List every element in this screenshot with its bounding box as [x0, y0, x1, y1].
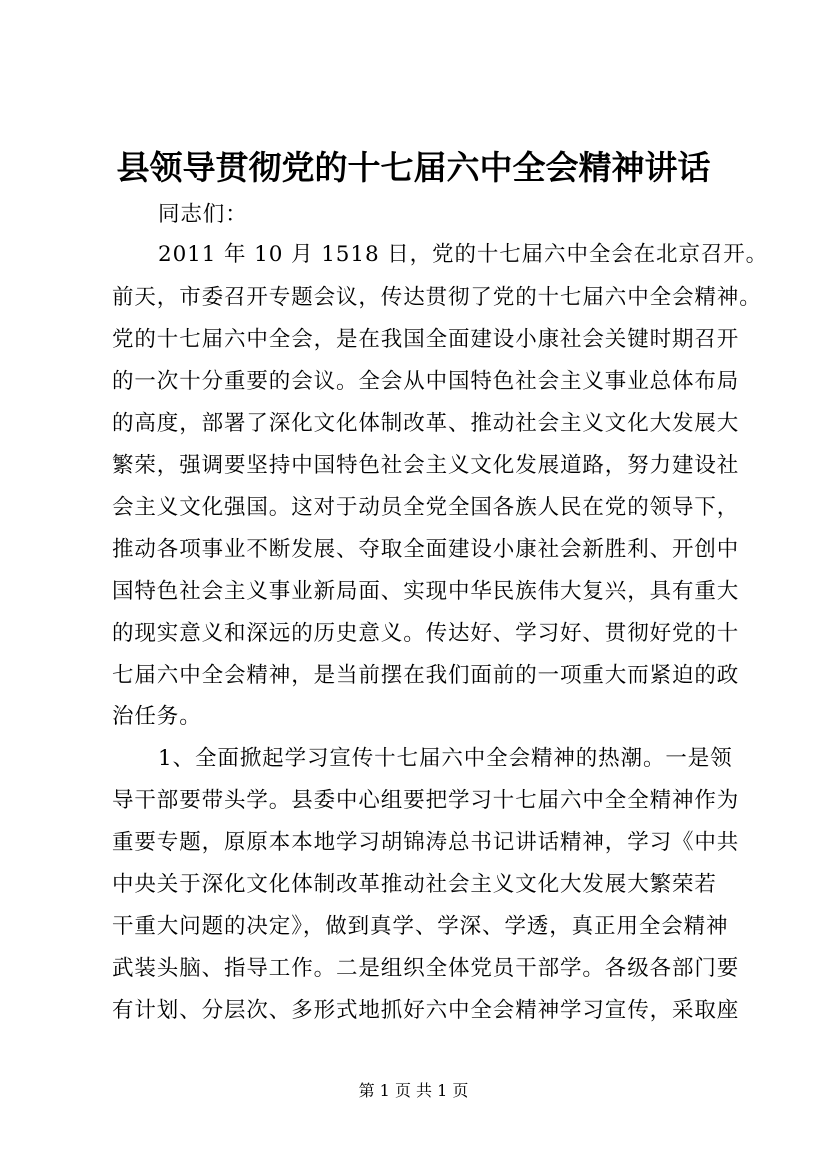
- body-line: 治任务。: [112, 704, 202, 729]
- body-line: 的一次十分重要的会议。全会从中国特色社会主义事业总体布局: [112, 369, 740, 394]
- body-line: 的高度，部署了深化文化体制改革、推动社会主义文化大发展大: [112, 411, 740, 436]
- page-number-footer: 第 1 页 共 1 页: [358, 1081, 469, 1100]
- body-line: 武装头脑、指导工作。二是组织全体党员干部学。各级各部门要: [112, 956, 740, 981]
- salutation-line: 同志们：: [158, 202, 248, 227]
- body-line: 前天，市委召开专题会议，传达贯彻了党的十七届六中全会精神。: [112, 285, 762, 310]
- document-title: 县领导贯彻党的十七届六中全会精神讲话: [116, 148, 711, 187]
- body-line: 推动各项事业不断发展、夺取全面建设小康社会新胜利、开创中: [112, 537, 740, 562]
- body-line: 中央关于深化文化体制改革推动社会主义文化大发展大繁荣若: [112, 872, 717, 897]
- body-line: 繁荣，强调要坚持中国特色社会主义文化发展道路，努力建设社: [112, 453, 740, 478]
- body-line: 重要专题，原原本本地学习胡锦涛总书记讲话精神，学习《中共: [112, 830, 740, 855]
- body-line: 导干部要带头学。县委中心组要把学习十七届六中全全精神作为: [112, 788, 740, 813]
- body-line: 1、全面掀起学习宣传十七届六中全会精神的热潮。一是领: [158, 746, 733, 771]
- body-line: 党的十七届六中全会，是在我国全面建设小康社会关键时期召开: [112, 327, 740, 352]
- body-line: 干重大问题的决定》，做到真学、学深、学透，真正用全会精神: [112, 914, 729, 939]
- body-line: 的现实意义和深远的历史意义。传达好、学习好、贯彻好党的十: [112, 621, 740, 646]
- body-line: 会主义文化强国。这对于动员全党全国各族人民在党的领导下，: [112, 495, 740, 520]
- body-line: 有计划、分层次、多形式地抓好六中全会精神学习宣传，采取座: [112, 998, 740, 1023]
- body-line: 2011 年 10 月 1518 日，党的十七届六中全会在北京召开。: [158, 242, 769, 267]
- body-line: 国特色社会主义事业新局面、实现中华民族伟大复兴，具有重大: [112, 579, 740, 604]
- body-line: 七届六中全会精神，是当前摆在我们面前的一项重大而紧迫的政: [112, 663, 740, 688]
